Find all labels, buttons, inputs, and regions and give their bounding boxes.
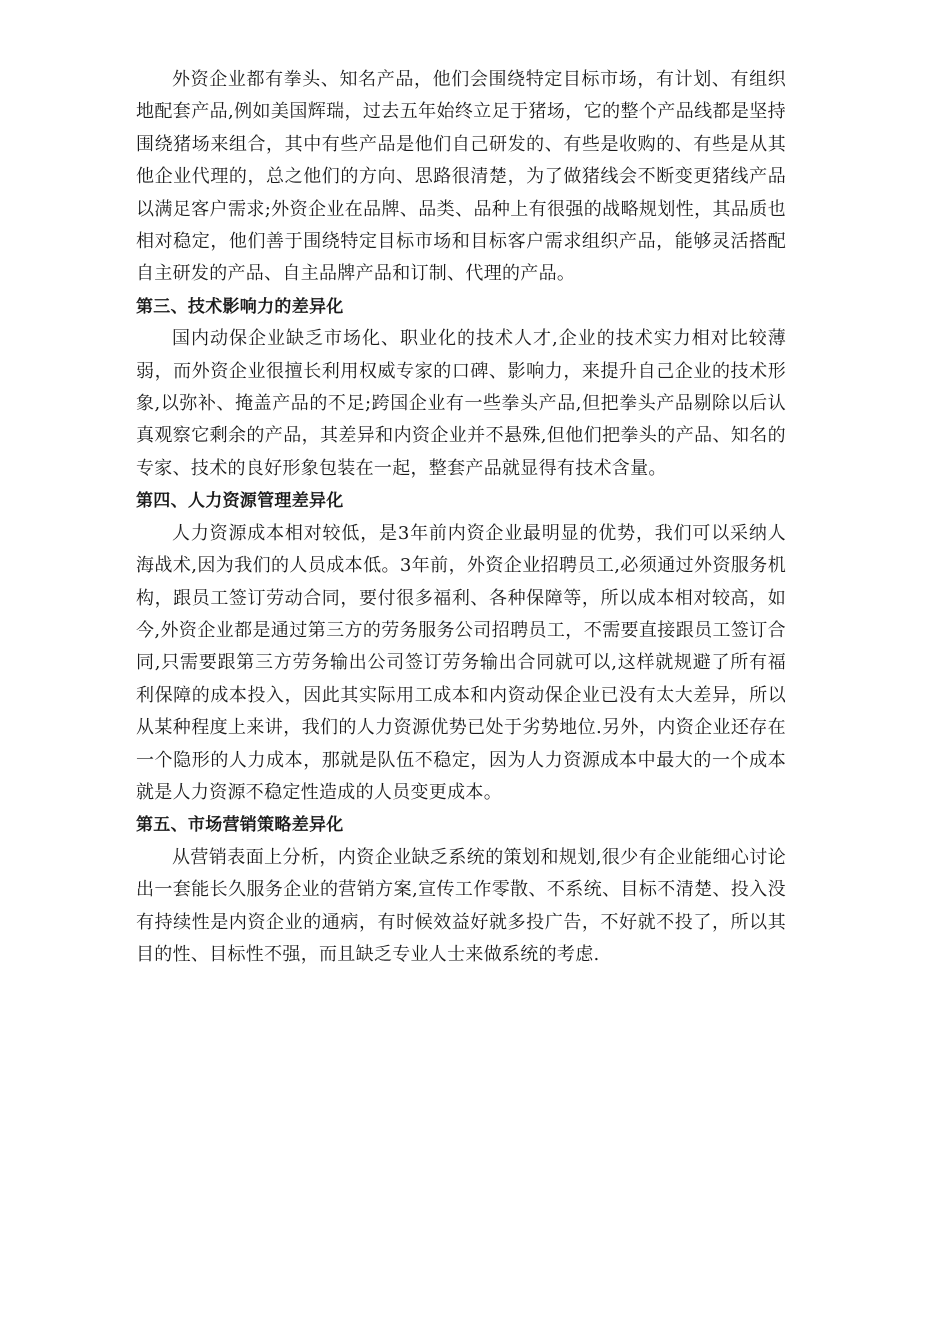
document-page	[136, 64, 786, 971]
paragraph-marketing-strategy: 从营销表面上分析，内资企业缺乏系统的策划和规划,很少有企业能细心讨论出一套能长久服务企业的营销方案,宣传工作零散、不系统、目标不清楚、投入没有持续性是内资企业的通病，有时候效益好就多投广告，不好就不投了，所以其目的性、目标性不强，而且缺乏专业人士来做系统的考虑.	[136, 846, 786, 965]
heading-human-resources: 第四、人力资源管理差异化	[136, 491, 344, 512]
paragraph-technical-influence: 国内动保企业缺乏市场化、职业化的技术人才,企业的技术实力相对比较薄弱，而外资企业很擅长利用权威专家的口碑、影响力，来提升自己企业的技术形象,以弥补、掩盖产品的不足;跨国企业有一些拳头产品,但把拳头产品剔除以后认真观察它剩余的产品，其差异和内资企业并不悬殊,但他们把拳头的产品、知名的专家、技术的良好形象包装在一起，整套产品就显得有技术含量。	[136, 328, 786, 479]
heading-marketing-strategy: 第五、市场营销策略差异化	[136, 815, 344, 836]
heading-technical-influence: 第三、技术影响力的差异化	[136, 296, 344, 317]
paragraph-human-resources: 人力资源成本相对较低，是3年前内资企业最明显的优势，我们可以采纳人海战术,因为我们的人员成本低。3年前，外资企业招聘员工,必须通过外资服务机构，跟员工签订劳动合同，要付很多福利、各种保障等，所以成本相对较高，如今,外资企业都是通过第三方的劳务服务公司招聘员工，不需要直接跟员工签订合同,只需要跟第三方劳务输出公司签订劳务输出合同就可以,这样就规避了所有福利保障的成本投入，因此其实际用工成本和内资动保企业已没有太大差异，所以从某种程度上来讲，我们的人力资源优势已处于劣势地位.另外，内资企业还存在一个隐形的人力成本，那就是队伍不稳定，因为人力资源成本中最大的一个成本就是人力资源不稳定性造成的人员变更成本。	[136, 522, 786, 803]
paragraph-product-strategy: 外资企业都有拳头、知名产品，他们会围绕特定目标市场，有计划、有组织地配套产品,例如美国辉瑞，过去五年始终立足于猪场，它的整个产品线都是坚持围绕猪场来组合，其中有些产品是他们自己研发的、有些是收购的、有些是从其他企业代理的，总之他们的方向、思路很清楚，为了做猪线会不断变更猪线产品以满足客户需求;外资企业在品牌、品类、品种上有很强的战略规划性，其品质也相对稳定，他们善于围绕特定目标市场和目标客户需求组织产品，能够灵活搭配自主研发的产品、自主品牌产品和订制、代理的产品。	[136, 69, 786, 285]
